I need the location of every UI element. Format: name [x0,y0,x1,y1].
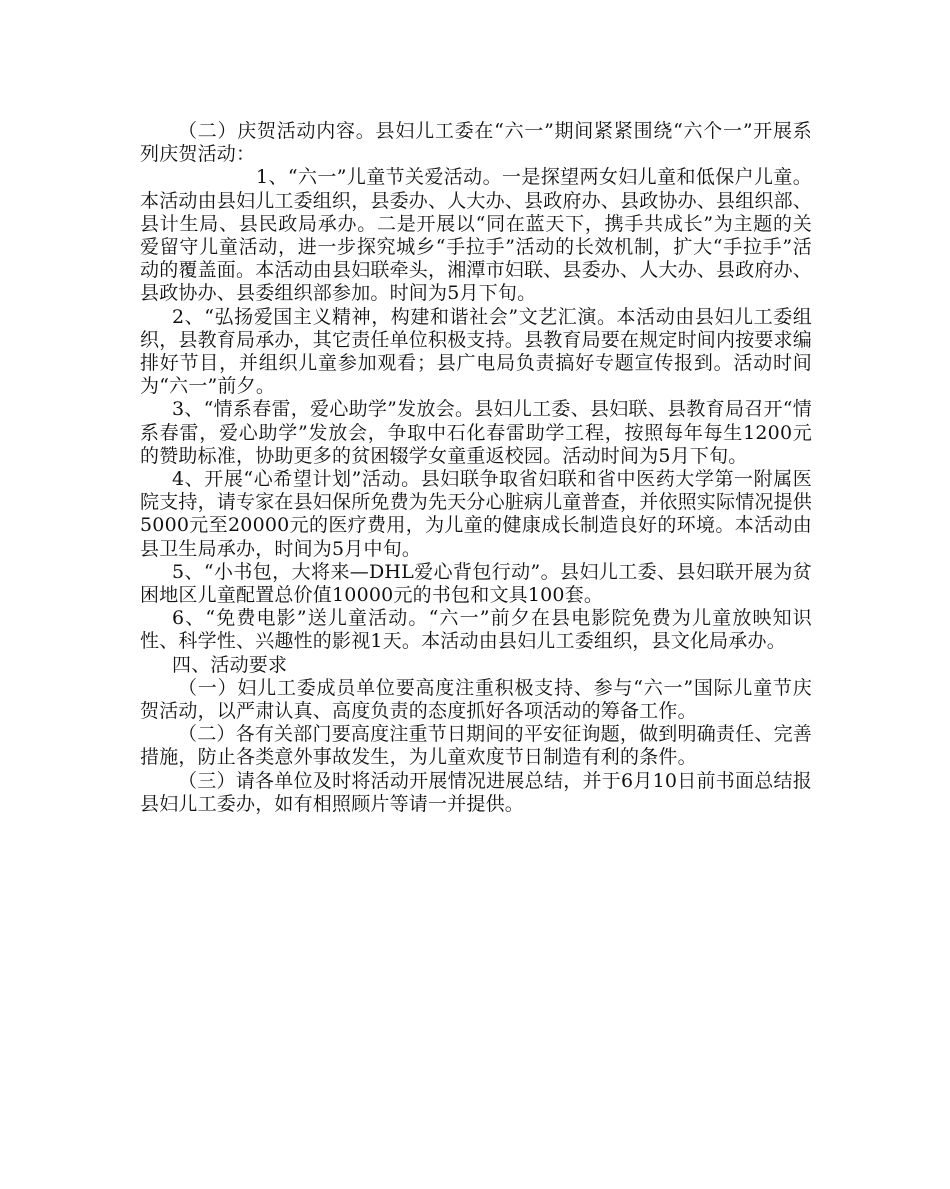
paragraph-item-4-heart-hope: 4、开展“心希望计划”活动。县妇联争取省妇联和省中医药大学第一附属医院支持，请专家在县妇保所免费为先天分心脏病儿童普查，并依照实际情况提供5000元至20000元的医疗费用，为儿童的健康成长制造良好的环境。本活动由县卫生局承办，时间为5月中旬。 [140,468,813,560]
paragraph-celebration-content: （二）庆贺活动内容。县妇儿工委在“六一”期间紧紧围绕“六个一”开展系列庆贺活动： [140,120,812,166]
paragraph-item-1-care-activity: 1、“六一”儿童节关爱活动。一是探望两女妇儿童和低保户儿童。本活动由县妇儿工委组织，县委办、人大办、县政府办、县政协办、县组织部、县计生局、县民政局承办。二是开展以“同在蓝天下，携手共成长”为主题的关爱留守儿童活动，进一步探究城乡“手拉手”活动的长效机制，扩大“手拉手”活动的覆盖面。本活动由县妇联牵头，湘潭市妇联、县委办、人大办、县政府办、县政协办、县委组织部参加。时间为5月下旬。 [140,166,813,305]
section-heading-requirements: 四、活动要求 [172,653,288,676]
paragraph-requirement-2: （二）各有关部门要高度注重节日期间的平安征询题，做到明确责任、完善措施，防止各类意外事故发生，为儿童欢度节日制造有利的条件。 [140,723,812,769]
paragraph-requirement-3: （三）请各单位及时将活动开展情况进展总结，并于6月10日前书面总结报县妇儿工委办，如有相照顾片等请一并提供。 [140,769,812,815]
paragraph-requirement-1: （一）妇儿工委成员单位要高度注重积极支持、参与“六一”国际儿童节庆贺活动，以严肃认真、高度负责的态度抓好各项活动的筹备工作。 [140,676,812,723]
document-body [140,120,812,816]
paragraph-item-5-schoolbag: 5、“小书包，大将来—DHL爱心背包行动”。县妇儿工委、县妇联开展为贫困地区儿童配置总价值10000元的书包和文具100套。 [140,560,812,607]
paragraph-item-2-art-performance: 2、“弘扬爱国主义精神，构建和谐社会”文艺汇演。本活动由县妇儿工委组织，县教育局承办，其它责任单位积极支持。县教育局要在规定时间内按要求编排好节目，并组织儿童参加观看；县广电局负责搞好专题宣传报到。活动时间为“六一”前夕。 [140,305,813,398]
paragraph-item-6-free-movie: 6、“免费电影”送儿童活动。“六一”前夕在县电影院免费为儿童放映知识性、科学性、兴趣性的影视1天。本活动由县妇儿工委组织，县文化局承办。 [140,607,812,653]
paragraph-item-3-spring-thunder: 3、“情系春雷，爱心助学”发放会。县妇儿工委、县妇联、县教育局召开“情系春雷，爱心助学”发放会，争取中石化春雷助学工程，按照每年每生1200元的赞助标准，协助更多的贫困辍学女童重返校园。活动时间为5月下旬。 [140,398,812,467]
